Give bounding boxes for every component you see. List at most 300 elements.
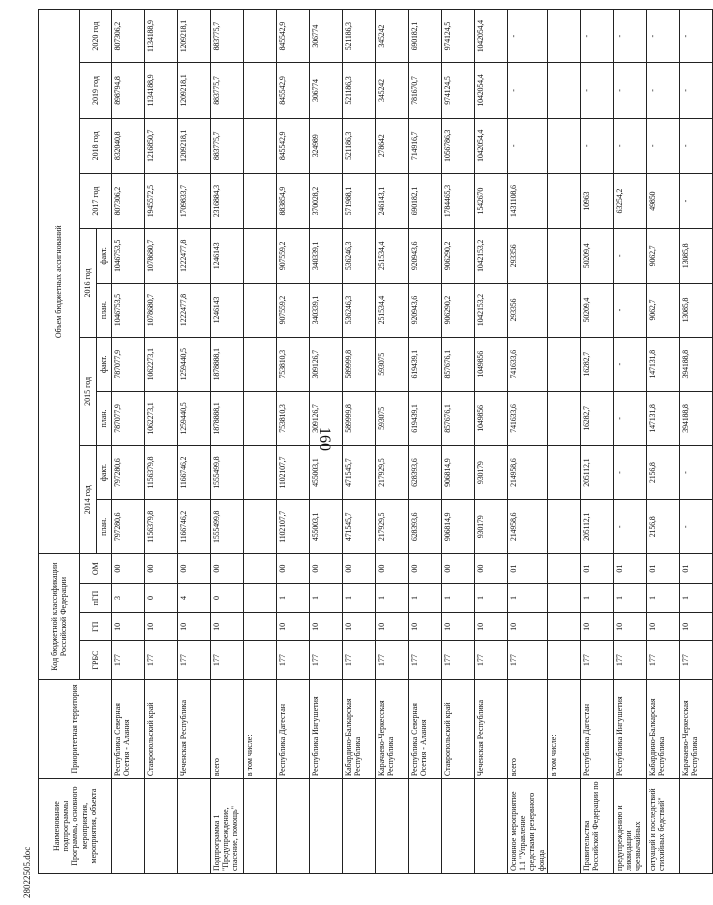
cell-2016-plan: 293356: [508, 283, 548, 337]
cell-name: ситуаций и последствий стихийных бедствий": [646, 779, 679, 874]
cell-2015-fact: 753810,3: [277, 337, 310, 391]
cell-2014-fact: 1156379,8: [145, 446, 178, 500]
cell-2014-fact: 797280,6: [112, 446, 145, 500]
cell-2015-plan: 16282,7: [580, 391, 613, 445]
cell-2014-plan: 906814,9: [442, 500, 475, 554]
cell-territory: Республика Северная Осетия - Алания: [112, 679, 145, 778]
cell-om: 01: [508, 554, 548, 583]
cell-2016-fact: 50209,4: [580, 229, 613, 283]
cell-2016-plan: 906290,2: [442, 283, 475, 337]
cell-2020: -: [646, 10, 679, 63]
cell-om: 01: [646, 554, 679, 583]
cell-2017: 1945572,5: [145, 174, 178, 229]
cell-territory: Республика Ингушетия: [613, 679, 646, 778]
cell-2015-fact: 394188,8: [679, 337, 712, 391]
cell-om: 01: [613, 554, 646, 583]
cell-2014-plan: 930179: [475, 500, 508, 554]
cell-name: [145, 779, 178, 874]
cell-grbs: 177: [580, 641, 613, 679]
table-row: [310, 10, 343, 874]
cell-2017: [547, 174, 580, 229]
table-row: [613, 10, 646, 874]
cell-2017: 883854,9: [277, 174, 310, 229]
cell-2016-plan: 13085,8: [679, 283, 712, 337]
cell-2020: 1209218,1: [178, 10, 211, 63]
cell-territory: в том числе:: [244, 679, 277, 778]
cell-2014-plan: 628393,6: [409, 500, 442, 554]
cell-gp: 10: [178, 613, 211, 641]
cell-2016-fact: 340339,1: [310, 229, 343, 283]
cell-name: [277, 779, 310, 874]
budget-table: [38, 9, 713, 874]
cell-grbs: 177: [409, 641, 442, 679]
cell-2014-plan: -: [613, 500, 646, 554]
cell-2020: 1134188,9: [145, 10, 178, 63]
cell-grbs: 177: [211, 641, 244, 679]
header-year-2014: 2014 год: [80, 446, 97, 554]
cell-2014-fact: 471545,7: [343, 446, 376, 500]
cell-2015-plan: 857676,1: [442, 391, 475, 445]
cell-pgp: 1: [376, 583, 409, 612]
cell-2020: 807306,2: [112, 10, 145, 63]
cell-2015-plan: 1049856: [475, 391, 508, 445]
cell-2016-plan: 1222477,8: [178, 283, 211, 337]
cell-2015-plan: 589999,8: [343, 391, 376, 445]
cell-2017: 10963: [580, 174, 613, 229]
cell-grbs: 177: [613, 641, 646, 679]
page-number: 160: [316, 427, 333, 451]
cell-pgp: 1: [343, 583, 376, 612]
table-row: [277, 10, 310, 874]
header-2014-fact: факт.: [97, 446, 112, 500]
cell-2015-fact: 741633,6: [508, 337, 548, 391]
cell-pgp: 1: [442, 583, 475, 612]
cell-2016-plan: 50209,4: [580, 283, 613, 337]
cell-2016-fact: 9062,7: [646, 229, 679, 283]
cell-grbs: [244, 641, 277, 679]
cell-2020: -: [679, 10, 712, 63]
cell-pgp: 4: [178, 583, 211, 612]
cell-gp: [547, 613, 580, 641]
cell-2014-plan: 797280,6: [112, 500, 145, 554]
table-row: [145, 10, 178, 874]
cell-gp: 10: [679, 613, 712, 641]
cell-territory: Ставропольский край: [145, 679, 178, 778]
cell-2018: 1209218,1: [178, 118, 211, 173]
cell-2015-fact: 1049856: [475, 337, 508, 391]
header-gp: ГП: [80, 613, 112, 641]
cell-2018: 714916,7: [409, 118, 442, 173]
cell-2014-fact: 1102107,7: [277, 446, 310, 500]
cell-2016-fact: 920943,6: [409, 229, 442, 283]
cell-2017: 1709833,7: [178, 174, 211, 229]
cell-2014-fact: 214958,6: [508, 446, 548, 500]
cell-2015-fact: 16282,7: [580, 337, 613, 391]
cell-2017: 690182,1: [409, 174, 442, 229]
cell-2020: -: [613, 10, 646, 63]
table-row: [580, 10, 613, 874]
cell-2014-fact: 455003,1: [310, 446, 343, 500]
cell-om: 01: [580, 554, 613, 583]
cell-2014-plan: [244, 500, 277, 554]
cell-2018: -: [580, 118, 613, 173]
cell-gp: [244, 613, 277, 641]
cell-2016-fact: 1222477,8: [178, 229, 211, 283]
cell-2016-fact: 907559,2: [277, 229, 310, 283]
table-row: [646, 10, 679, 874]
cell-2015-fact: -: [613, 337, 646, 391]
cell-2015-plan: [244, 391, 277, 445]
cell-name: [310, 779, 343, 874]
cell-2014-fact: -: [613, 446, 646, 500]
cell-2015-plan: 753810,3: [277, 391, 310, 445]
table-row: [343, 10, 376, 874]
cell-2018: -: [508, 118, 548, 173]
cell-2018: 521186,3: [343, 118, 376, 173]
cell-2020: 521186,3: [343, 10, 376, 63]
cell-2018: 324989: [310, 118, 343, 173]
cell-grbs: 177: [178, 641, 211, 679]
cell-2016-fact: [244, 229, 277, 283]
cell-2016-fact: 13085,8: [679, 229, 712, 283]
cell-om: 00: [277, 554, 310, 583]
cell-2015-plan: -: [613, 391, 646, 445]
cell-2016-fact: 536246,3: [343, 229, 376, 283]
cell-territory: Республика Ингушетия: [310, 679, 343, 778]
cell-grbs: 177: [646, 641, 679, 679]
cell-pgp: [244, 583, 277, 612]
cell-2018: 1216850,7: [145, 118, 178, 173]
cell-name: Подпрограмма 1 "Предупреждение, спасение, помощь": [211, 779, 244, 874]
cell-grbs: 177: [508, 641, 548, 679]
cell-grbs: [547, 641, 580, 679]
cell-2019: 1134188,9: [145, 63, 178, 118]
header-pgp: пГП: [80, 583, 112, 612]
cell-om: 00: [310, 554, 343, 583]
header-grbs: ГРБС: [80, 641, 112, 679]
cell-2015-fact: [547, 337, 580, 391]
cell-grbs: 177: [145, 641, 178, 679]
header-2015-plan: план.: [97, 391, 112, 445]
cell-2020: 845542,9: [277, 10, 310, 63]
cell-2016-plan: 9062,7: [646, 283, 679, 337]
cell-2019: -: [580, 63, 613, 118]
cell-territory: в том числе:: [547, 679, 580, 778]
cell-2017: 1431108,6: [508, 174, 548, 229]
cell-2015-fact: 787077,9: [112, 337, 145, 391]
cell-pgp: 1: [310, 583, 343, 612]
cell-2015-plan: 1878888,1: [211, 391, 244, 445]
cell-om: 00: [409, 554, 442, 583]
cell-name: [409, 779, 442, 874]
cell-name: [343, 779, 376, 874]
cell-2018: 278642: [376, 118, 409, 173]
cell-pgp: 1: [613, 583, 646, 612]
cell-om: 00: [475, 554, 508, 583]
cell-name: [112, 779, 145, 874]
cell-2018: [244, 118, 277, 173]
cell-2017: [244, 174, 277, 229]
header-om: ОМ: [80, 554, 112, 583]
cell-2015-plan: 1062273,1: [145, 391, 178, 445]
header-volume-group: Объем бюджетных ассигнований: [39, 10, 80, 554]
cell-om: 00: [211, 554, 244, 583]
cell-2017: 246143,1: [376, 174, 409, 229]
cell-om: 00: [343, 554, 376, 583]
cell-2015-plan: 309126,7: [310, 391, 343, 445]
cell-2014-plan: 455003,1: [310, 500, 343, 554]
table-row: [244, 10, 277, 874]
cell-2014-fact: 1166746,2: [178, 446, 211, 500]
cell-2019: 883775,7: [211, 63, 244, 118]
cell-gp: 10: [646, 613, 679, 641]
cell-2015-plan: 147131,8: [646, 391, 679, 445]
cell-om: 00: [178, 554, 211, 583]
table-row: [178, 10, 211, 874]
cell-grbs: 177: [442, 641, 475, 679]
cell-2016-plan: 1046753,5: [112, 283, 145, 337]
table-row: [442, 10, 475, 874]
cell-om: 00: [112, 554, 145, 583]
cell-2014-plan: 1102107,7: [277, 500, 310, 554]
cell-pgp: 0: [145, 583, 178, 612]
cell-name: [244, 779, 277, 874]
table-body: [112, 10, 713, 874]
cell-grbs: 177: [277, 641, 310, 679]
cell-2016-plan: 251534,4: [376, 283, 409, 337]
cell-territory: Кабардино-Балкарская Республика: [646, 679, 679, 778]
cell-2017: -: [679, 174, 712, 229]
cell-2015-fact: 593075: [376, 337, 409, 391]
cell-2015-plan: 1259440,5: [178, 391, 211, 445]
cell-pgp: 1: [580, 583, 613, 612]
cell-2014-fact: [547, 446, 580, 500]
cell-name: [679, 779, 712, 874]
header-year-2016: 2016 год: [80, 229, 97, 337]
cell-territory: всего: [211, 679, 244, 778]
table-header: [39, 10, 112, 874]
cell-2016-fact: 293356: [508, 229, 548, 283]
rotated-page-content: [38, 9, 699, 874]
cell-pgp: 3: [112, 583, 145, 612]
cell-2020: 974124,5: [442, 10, 475, 63]
table-row: [376, 10, 409, 874]
cell-gp: 10: [613, 613, 646, 641]
cell-2020: -: [580, 10, 613, 63]
cell-gp: 10: [310, 613, 343, 641]
cell-2014-plan: -: [679, 500, 712, 554]
header-2014-plan: план.: [97, 500, 112, 554]
header-code-group: Код бюджетной классификации Российской Федерации: [39, 554, 80, 679]
cell-gp: 10: [145, 613, 178, 641]
cell-2019: 974124,5: [442, 63, 475, 118]
cell-2020: 1042054,4: [475, 10, 508, 63]
footer-filename: 28022505.doc: [22, 846, 32, 898]
cell-2016-fact: 906290,2: [442, 229, 475, 283]
cell-gp: 10: [409, 613, 442, 641]
cell-2016-plan: 1246143: [211, 283, 244, 337]
header-year-2019: 2019 год: [80, 63, 112, 118]
cell-2018: -: [613, 118, 646, 173]
cell-2016-fact: 1246143: [211, 229, 244, 283]
cell-grbs: 177: [376, 641, 409, 679]
cell-2017: 49850: [646, 174, 679, 229]
cell-territory: Ставропольский край: [442, 679, 475, 778]
cell-2016-plan: [244, 283, 277, 337]
cell-2019: -: [646, 63, 679, 118]
cell-om: 00: [376, 554, 409, 583]
cell-grbs: 177: [112, 641, 145, 679]
cell-2014-plan: 214958,6: [508, 500, 548, 554]
cell-2014-plan: 205112,1: [580, 500, 613, 554]
cell-2016-fact: 1046753,5: [112, 229, 145, 283]
cell-2014-plan: 2156,8: [646, 500, 679, 554]
cell-name: Основное мероприятие 1.1 "Управление средствами резервного фонда: [508, 779, 548, 874]
table-row: [409, 10, 442, 874]
table-row: [508, 10, 548, 874]
cell-2014-plan: [547, 500, 580, 554]
cell-2019: 845542,9: [277, 63, 310, 118]
cell-om: 01: [679, 554, 712, 583]
cell-pgp: 1: [646, 583, 679, 612]
cell-2017: 2316884,3: [211, 174, 244, 229]
cell-gp: 10: [112, 613, 145, 641]
cell-2016-plan: 536246,3: [343, 283, 376, 337]
cell-2014-plan: 217929,5: [376, 500, 409, 554]
header-2016-fact: факт.: [97, 229, 112, 283]
cell-om: 00: [145, 554, 178, 583]
cell-pgp: 1: [409, 583, 442, 612]
cell-2014-fact: 217929,5: [376, 446, 409, 500]
cell-pgp: 1: [508, 583, 548, 612]
cell-pgp: 1: [679, 583, 712, 612]
cell-om: 00: [442, 554, 475, 583]
cell-2014-fact: 628393,6: [409, 446, 442, 500]
cell-2015-fact: 619439,1: [409, 337, 442, 391]
cell-grbs: 177: [475, 641, 508, 679]
cell-om: [244, 554, 277, 583]
cell-2016-plan: 1042153,2: [475, 283, 508, 337]
cell-gp: 10: [211, 613, 244, 641]
cell-2014-fact: 906814,9: [442, 446, 475, 500]
cell-2019: 306774: [310, 63, 343, 118]
cell-2016-fact: 251534,4: [376, 229, 409, 283]
cell-territory: Чеченская Республика: [475, 679, 508, 778]
cell-2020: 345242: [376, 10, 409, 63]
cell-2020: [244, 10, 277, 63]
cell-territory: Карачаево-Черкесская Республика: [679, 679, 712, 778]
cell-pgp: 1: [277, 583, 310, 612]
cell-2018: -: [646, 118, 679, 173]
cell-2015-fact: 147131,8: [646, 337, 679, 391]
cell-grbs: 177: [343, 641, 376, 679]
cell-2018: -: [679, 118, 712, 173]
cell-pgp: 1: [475, 583, 508, 612]
cell-2016-plan: -: [613, 283, 646, 337]
cell-2014-fact: 1555499,8: [211, 446, 244, 500]
cell-name: [442, 779, 475, 874]
header-2016-plan: план.: [97, 283, 112, 337]
cell-territory: Чеченская Республика: [178, 679, 211, 778]
header-2015-fact: факт.: [97, 337, 112, 391]
cell-2015-fact: 309126,7: [310, 337, 343, 391]
cell-2015-fact: 857676,1: [442, 337, 475, 391]
cell-2019: -: [508, 63, 548, 118]
header-year-2018: 2018 год: [80, 118, 112, 173]
cell-2016-plan: 1078680,7: [145, 283, 178, 337]
cell-2018: 832040,8: [112, 118, 145, 173]
cell-name: [178, 779, 211, 874]
cell-2018: 1042054,4: [475, 118, 508, 173]
cell-2015-plan: [547, 391, 580, 445]
cell-2015-plan: 787077,9: [112, 391, 145, 445]
cell-2016-plan: 340339,1: [310, 283, 343, 337]
cell-2014-fact: [244, 446, 277, 500]
cell-territory: Карачаево-Черкесская Республика: [376, 679, 409, 778]
cell-2019: 345242: [376, 63, 409, 118]
cell-2014-plan: 471545,7: [343, 500, 376, 554]
cell-2014-fact: -: [679, 446, 712, 500]
header-name: Наименование подпрограммы Программы, основного мероприятия, мероприятия, объекта: [39, 779, 112, 874]
cell-2019: 1042054,4: [475, 63, 508, 118]
cell-2014-fact: 205112,1: [580, 446, 613, 500]
cell-2016-fact: [547, 229, 580, 283]
cell-name: [547, 779, 580, 874]
cell-grbs: 177: [679, 641, 712, 679]
cell-2019: 1209218,1: [178, 63, 211, 118]
cell-name: Правительства Российской Федерации по: [580, 779, 613, 874]
table-row: [112, 10, 145, 874]
cell-2016-plan: 920943,6: [409, 283, 442, 337]
cell-gp: 10: [580, 613, 613, 641]
cell-2015-plan: 619439,1: [409, 391, 442, 445]
cell-2015-fact: 1878888,1: [211, 337, 244, 391]
cell-2019: [244, 63, 277, 118]
cell-2018: 845542,9: [277, 118, 310, 173]
cell-2015-plan: 593075: [376, 391, 409, 445]
cell-2014-plan: 1555499,8: [211, 500, 244, 554]
cell-name: [376, 779, 409, 874]
cell-2020: [547, 10, 580, 63]
cell-2015-fact: [244, 337, 277, 391]
cell-gp: 10: [442, 613, 475, 641]
cell-gp: 10: [508, 613, 548, 641]
table-row: [475, 10, 508, 874]
cell-2014-fact: 2156,8: [646, 446, 679, 500]
cell-2020: 883775,7: [211, 10, 244, 63]
table-row: [211, 10, 244, 874]
cell-2020: 690182,1: [409, 10, 442, 63]
cell-2017: 807306,2: [112, 174, 145, 229]
cell-2018: [547, 118, 580, 173]
cell-2015-plan: 741633,6: [508, 391, 548, 445]
header-year-2017: 2017 год: [80, 174, 112, 229]
cell-2019: 781670,7: [409, 63, 442, 118]
cell-2020: 306774: [310, 10, 343, 63]
cell-2018: 1056786,3: [442, 118, 475, 173]
cell-2014-fact: 930179: [475, 446, 508, 500]
header-territory: Приоритетная территория: [39, 679, 112, 778]
cell-territory: Республика Дагестан: [277, 679, 310, 778]
cell-2019: [547, 63, 580, 118]
cell-2017: 1542670: [475, 174, 508, 229]
cell-territory: Республика Дагестан: [580, 679, 613, 778]
cell-2017: 1784465,3: [442, 174, 475, 229]
cell-2015-plan: 394188,8: [679, 391, 712, 445]
cell-2019: 898794,8: [112, 63, 145, 118]
cell-2019: 521186,3: [343, 63, 376, 118]
cell-2016-plan: 907559,2: [277, 283, 310, 337]
